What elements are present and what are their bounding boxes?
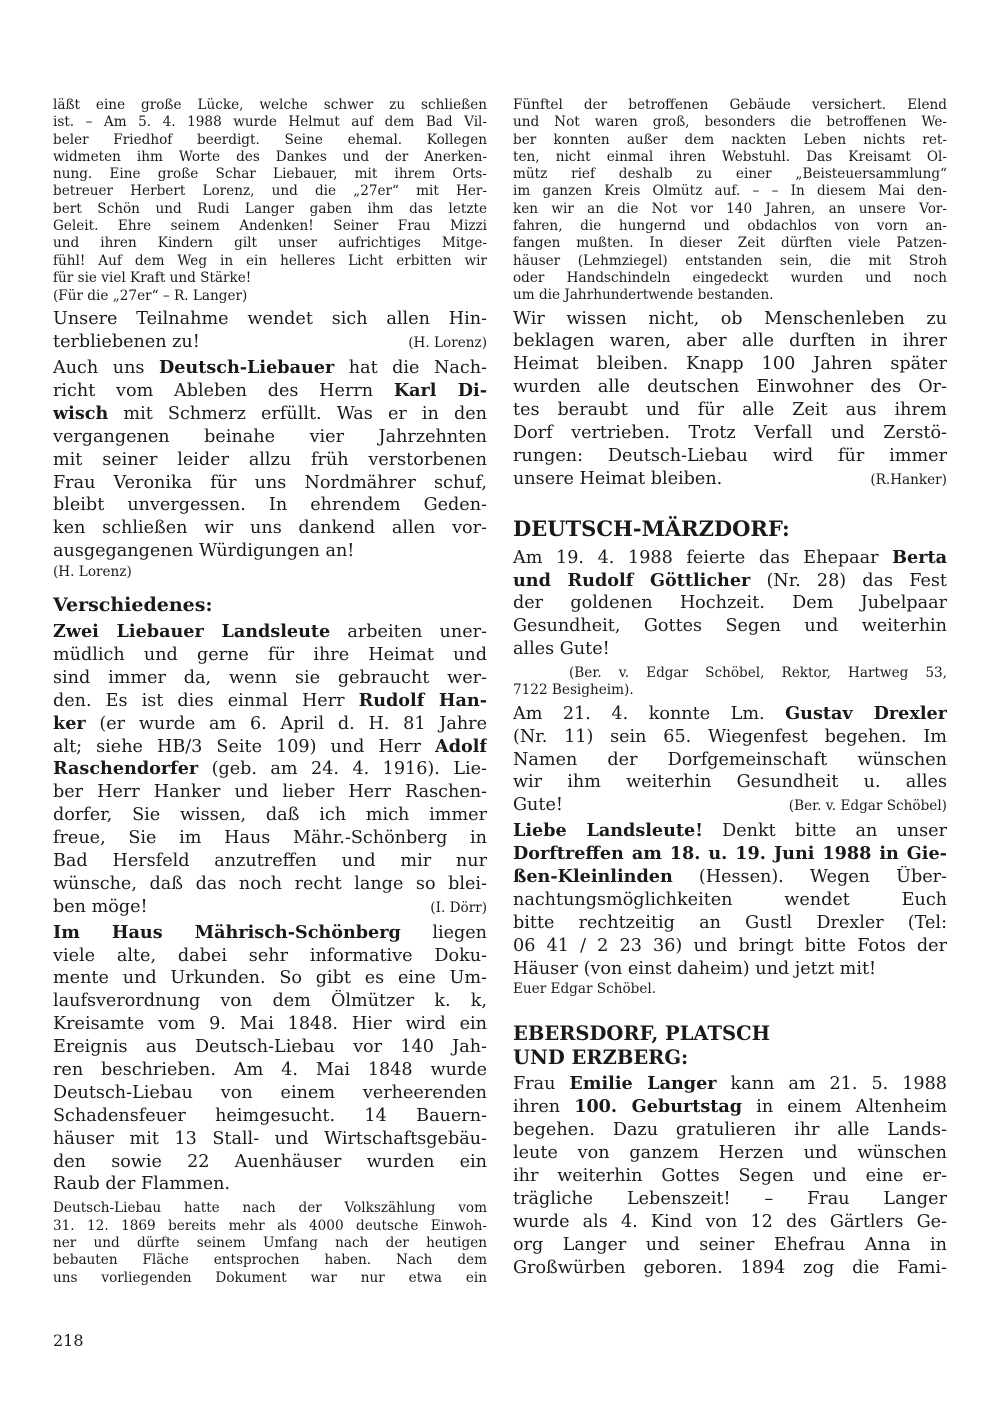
bold-name: Dorftreffen am 18. u. 19. Juni 1988 in Gie- bbox=[513, 843, 947, 865]
text-line bbox=[53, 357, 487, 380]
text-line bbox=[513, 287, 947, 304]
text-segment: ten, nicht einmal ihren Webstuhl. Das Kreisamt Ol- bbox=[513, 148, 947, 165]
text-segment: Großwürben geboren. 1894 zog die Fami- bbox=[513, 1257, 947, 1278]
text-segment: nachtungsmöglichkeiten wendet Euch bbox=[513, 889, 947, 910]
text-line bbox=[53, 287, 487, 305]
section-heading bbox=[53, 593, 487, 617]
paragraph bbox=[53, 1200, 487, 1286]
paragraph bbox=[513, 703, 947, 817]
right-column bbox=[513, 93, 947, 1279]
paragraph bbox=[53, 308, 487, 354]
text-line bbox=[513, 1211, 947, 1234]
text-line bbox=[513, 615, 947, 638]
text-segment: läßt eine große Lücke, welche schwer zu schließen bbox=[53, 97, 487, 113]
text-line bbox=[53, 644, 487, 667]
text-segment: Bad Hersfeld anzutreffen und mir nur bbox=[53, 850, 487, 871]
text-line bbox=[513, 570, 947, 593]
text-segment: mit seiner leider allzu früh verstorbenen bbox=[53, 449, 487, 470]
text-line bbox=[53, 850, 487, 873]
text-line bbox=[513, 513, 947, 544]
text-line bbox=[513, 547, 947, 570]
bold-name: Karl Di- bbox=[393, 379, 487, 401]
text-line bbox=[53, 331, 487, 354]
text-line bbox=[53, 827, 487, 850]
text-segment: kann am 21. 5. 1988 bbox=[716, 1074, 947, 1095]
section-heading bbox=[513, 513, 947, 544]
text-segment: org Langer und seiner Ehefrau Anna in bbox=[513, 1234, 947, 1255]
text-segment: Auch uns bbox=[53, 358, 159, 379]
text-line bbox=[53, 517, 487, 540]
text-segment: laufsverordnung von dem Ölmützer k. k, bbox=[53, 991, 487, 1012]
paragraph bbox=[53, 621, 487, 919]
text-segment: Gute! bbox=[513, 795, 563, 816]
text-segment: ihr weiterhin Gottes Segen und eine er- bbox=[513, 1165, 947, 1186]
paragraph bbox=[53, 357, 487, 563]
text-line bbox=[513, 1096, 947, 1119]
text-line bbox=[513, 820, 947, 843]
bold-name: Liebe Landsleute! bbox=[513, 820, 703, 842]
text-segment: Kreisamte vom 9. Mai 1848. Hier wird ein bbox=[53, 1014, 487, 1035]
text-line bbox=[53, 449, 487, 472]
text-segment: Denkt bitte an unser bbox=[702, 821, 947, 842]
text-line bbox=[53, 945, 487, 968]
text-segment: bleibt unvergessen. In ehrendem Geden- bbox=[53, 495, 487, 516]
text-line bbox=[513, 114, 947, 131]
text-line bbox=[513, 703, 947, 726]
text-segment: Deutsch-Liebau hatte nach der Volkszählung vom bbox=[53, 1200, 487, 1217]
text-line bbox=[513, 682, 947, 699]
text-segment: UND ERZBERG: bbox=[513, 1046, 689, 1070]
text-segment: (Hessen). Wegen Über- bbox=[672, 866, 947, 887]
text-line bbox=[53, 1105, 487, 1128]
text-line bbox=[53, 166, 487, 183]
text-segment: Unsere Teilnahme wendet sich allen Hin- bbox=[53, 309, 487, 330]
text-segment: beklagen waren, aber alle durften in ihrer bbox=[513, 331, 947, 352]
bold-name: Zwei Liebauer Landsleute bbox=[53, 621, 331, 643]
text-line bbox=[53, 218, 487, 235]
text-segment: den. Es ist dies einmal Herr bbox=[53, 690, 359, 711]
text-segment: unsere Heimat bleiben. bbox=[513, 468, 723, 489]
text-segment: betreuer Herbert Lorenz, und die „27er“ mit Her- bbox=[53, 183, 487, 200]
text-segment: (Nr. 11) sein 65. Wiegenfest begehen. Im bbox=[513, 726, 947, 747]
text-line bbox=[513, 235, 947, 252]
text-line bbox=[53, 758, 487, 781]
text-line bbox=[513, 353, 947, 376]
text-line bbox=[53, 380, 487, 403]
paragraph bbox=[513, 308, 947, 491]
text-segment: und Not waren groß, besonders die betroffenen We- bbox=[513, 114, 947, 131]
text-segment: fahren, die hungernd und obdachlos von vorn an- bbox=[513, 218, 947, 235]
text-segment: ist. – Am 5. 4. 1988 wurde Helmut auf dem Bad Vil- bbox=[53, 114, 487, 131]
text-segment: Geleit. Ehre seinem Andenken! Seiner Frau Mizzi bbox=[53, 218, 487, 235]
page-number: 218 bbox=[53, 1331, 84, 1350]
paragraph bbox=[513, 820, 947, 980]
text-line bbox=[513, 1188, 947, 1211]
text-segment: mit Schmerz erfüllt. Was er in den bbox=[108, 403, 487, 424]
text-segment: (Für die „27er“ – R. Langer) bbox=[53, 288, 248, 305]
text-segment: rungen: Deutsch-Liebau wird für immer bbox=[513, 445, 947, 466]
text-line bbox=[513, 308, 947, 331]
text-line bbox=[513, 270, 947, 287]
text-line bbox=[53, 1173, 487, 1196]
text-segment: mütz rief deshalb zu einer „Beisteuersammlung“ bbox=[513, 166, 947, 183]
text-line bbox=[513, 445, 947, 468]
text-segment: und ihren Kindern gilt unser aufrichtiges Mitge- bbox=[53, 235, 487, 252]
text-line bbox=[53, 97, 487, 114]
text-segment: Fünftel der betroffenen Gebäude versichert. Elend bbox=[513, 97, 947, 113]
text-line bbox=[513, 1165, 947, 1188]
text-line bbox=[513, 1073, 947, 1096]
text-segment: Am 21. 4. konnte Lm. bbox=[513, 703, 786, 724]
text-line bbox=[53, 235, 487, 252]
text-line bbox=[53, 990, 487, 1013]
bold-name: Adolf bbox=[435, 735, 487, 757]
text-segment: ken wir an die Not vor 140 Jahren, an unsere Vor- bbox=[513, 200, 947, 217]
text-segment: alt; siehe HB/3 Seite 109) und Herr bbox=[53, 736, 436, 757]
bold-name: ßen-Kleinlinden bbox=[513, 865, 673, 887]
text-segment: wurden alle deutschen Einwohner des Or- bbox=[513, 377, 947, 398]
text-line bbox=[53, 201, 487, 218]
text-line bbox=[53, 713, 487, 736]
text-segment: liegen bbox=[400, 922, 487, 943]
text-line bbox=[513, 638, 947, 661]
text-line bbox=[53, 1013, 487, 1036]
text-segment: (er wurde am 6. April d. H. 81 Jahre bbox=[85, 713, 487, 734]
text-line bbox=[513, 166, 947, 183]
text-segment: beler Friedhof beerdigt. Seine ehemal. Kollegen bbox=[53, 131, 487, 148]
bold-name: Gustav Drexler bbox=[785, 702, 947, 724]
text-line bbox=[53, 1270, 487, 1287]
text-segment: bebauten Fläche entsprochen haben. Nach dem bbox=[53, 1252, 487, 1269]
text-line bbox=[513, 980, 947, 998]
text-line bbox=[513, 794, 947, 817]
paragraph bbox=[53, 97, 487, 287]
text-line bbox=[513, 1257, 947, 1280]
text-line bbox=[53, 1235, 487, 1252]
text-segment: tes beraubt und für alle Zeit aus ihrem bbox=[513, 400, 947, 421]
text-segment: DEUTSCH-MÄRZDORF: bbox=[513, 515, 790, 541]
text-segment: oder Handschindeln eingedeckt wurden und noch bbox=[513, 269, 947, 286]
text-segment: fühl! Auf dem Weg in ein helleres Licht erbitten wir bbox=[53, 252, 487, 269]
bold-name: Rudolf Han- bbox=[358, 689, 487, 711]
line-text bbox=[53, 896, 148, 919]
text-line bbox=[53, 183, 487, 200]
bold-name: wisch bbox=[53, 402, 109, 424]
text-line bbox=[513, 422, 947, 445]
text-line bbox=[53, 1128, 487, 1151]
text-segment: Gesundheit, Gottes Segen und weiterhin bbox=[513, 616, 947, 637]
attribution: (I. Dörr) bbox=[430, 899, 487, 916]
text-line bbox=[53, 690, 487, 713]
text-line bbox=[513, 592, 947, 615]
text-line bbox=[53, 1200, 487, 1217]
left-column bbox=[53, 93, 487, 1287]
text-line bbox=[53, 1082, 487, 1105]
line-text bbox=[513, 468, 722, 491]
text-segment: bert Schön und Rudi Langer gaben ihm das letzte bbox=[53, 200, 487, 217]
text-segment: terbliebenen zu! bbox=[53, 332, 200, 353]
text-segment: wünsche, daß das noch recht lange so blei- bbox=[53, 873, 487, 894]
text-segment: ausgegangenen Würdigungen an! bbox=[53, 541, 355, 562]
text-line bbox=[53, 1036, 487, 1059]
text-line bbox=[513, 253, 947, 270]
text-segment: ren beschrieben. Am 4. Mai 1848 wurde bbox=[53, 1059, 487, 1080]
text-line bbox=[513, 1022, 947, 1046]
text-line bbox=[513, 330, 947, 353]
text-line bbox=[513, 665, 947, 682]
text-segment: alles Gute! bbox=[513, 639, 610, 660]
text-line bbox=[53, 967, 487, 990]
text-segment: Frau bbox=[513, 1074, 570, 1095]
text-line bbox=[53, 922, 487, 945]
paragraph bbox=[513, 97, 947, 305]
text-segment: für sie viel Kraft und Stärke! bbox=[53, 269, 252, 286]
text-segment: Ereignis aus Deutsch-Liebau vor 140 Jah- bbox=[53, 1037, 487, 1058]
text-segment: dorfer, Sie wissen, daß ich mich immer bbox=[53, 805, 487, 826]
text-line bbox=[513, 889, 947, 912]
text-line bbox=[53, 736, 487, 759]
text-line bbox=[53, 1059, 487, 1082]
text-segment: Verschiedenes: bbox=[53, 594, 213, 617]
text-segment: viele alte, dabei sehr informative Doku- bbox=[53, 945, 487, 966]
attribution bbox=[53, 563, 487, 581]
text-line bbox=[53, 1252, 487, 1269]
text-segment: in einem Altenheim bbox=[742, 1097, 947, 1118]
text-line bbox=[513, 97, 947, 114]
text-segment: nung. Eine große Schar Liebauer, mit ihrem Orts- bbox=[53, 166, 487, 183]
bold-name: 100. Geburtstag bbox=[574, 1096, 743, 1118]
text-segment: ken schließen wir uns dankend allen vor- bbox=[53, 518, 487, 539]
text-line bbox=[53, 540, 487, 563]
text-line bbox=[513, 726, 947, 749]
text-line bbox=[53, 494, 487, 517]
text-segment: den sowie 22 Auenhäuser wurden ein bbox=[53, 1151, 487, 1172]
text-line bbox=[513, 218, 947, 235]
text-segment: im ganzen Kreis Olmütz auf. – – In diesem Mai den- bbox=[513, 183, 947, 200]
text-segment: vergangenen beinahe vier Jahrzehnten bbox=[53, 426, 487, 447]
paragraph bbox=[513, 1073, 947, 1279]
text-segment: Schadensfeuer heimgesucht. 14 Bauern- bbox=[53, 1105, 487, 1126]
text-segment: Wir wissen nicht, ob Menschenleben zu bbox=[513, 308, 947, 329]
text-segment: hat die Nach- bbox=[334, 358, 487, 379]
text-line bbox=[53, 1218, 487, 1235]
text-line bbox=[53, 149, 487, 166]
bold-name: ker bbox=[53, 712, 86, 734]
line-text bbox=[513, 794, 563, 817]
bold-name: Berta bbox=[892, 546, 947, 568]
text-segment: ben möge! bbox=[53, 896, 148, 917]
text-segment: ihren bbox=[513, 1097, 575, 1118]
text-line bbox=[53, 781, 487, 804]
section-heading bbox=[513, 1022, 947, 1070]
attribution bbox=[53, 287, 487, 305]
text-line bbox=[53, 873, 487, 896]
text-line bbox=[53, 308, 487, 331]
text-line bbox=[53, 472, 487, 495]
text-segment: richt vom Ableben des Herrn bbox=[53, 380, 394, 401]
text-line bbox=[53, 403, 487, 426]
text-segment: häuser mit 13 Stall- und Wirtschaftsgebäu- bbox=[53, 1128, 487, 1149]
attribution: (R.Hanker) bbox=[870, 471, 947, 488]
text-segment: Deutsch-Liebau von einem verheerenden bbox=[53, 1082, 487, 1103]
text-line bbox=[513, 1046, 947, 1070]
text-line bbox=[53, 804, 487, 827]
text-line bbox=[513, 749, 947, 772]
text-segment: Euer Edgar Schöbel. bbox=[513, 981, 657, 998]
text-segment: müdlich und gerne für ihre Heimat und bbox=[53, 644, 487, 665]
bold-name: Raschendorfer bbox=[53, 758, 199, 780]
text-segment: (Ber. v. Edgar Schöbel, Rektor, Hartweg 53, bbox=[569, 665, 947, 682]
text-segment: EBERSDORF, PLATSCH bbox=[513, 1022, 771, 1046]
text-segment: Heimat bleiben. Knapp 100 Jahren später bbox=[513, 354, 947, 375]
text-segment: 06 41 / 2 23 36) und bringt bitte Fotos der bbox=[513, 935, 947, 956]
text-segment: der goldenen Hochzeit. Dem Jubelpaar bbox=[513, 593, 947, 614]
text-segment: ner und dürfte seinem Umfang nach der heutigen bbox=[53, 1234, 487, 1251]
text-segment: 7122 Besigheim). bbox=[513, 682, 634, 699]
paragraph bbox=[53, 922, 487, 1197]
text-segment: um die Jahrhundertwende bestanden. bbox=[513, 287, 774, 304]
attribution: (H. Lorenz) bbox=[408, 335, 487, 352]
text-segment: (geb. am 24. 4. 1916). Lie- bbox=[198, 759, 487, 780]
text-line bbox=[513, 399, 947, 422]
text-segment: widmeten ihm Worte des Dankes und der Anerken- bbox=[53, 148, 487, 165]
attribution bbox=[513, 980, 947, 998]
text-line bbox=[513, 183, 947, 200]
bold-name: Deutsch-Liebauer bbox=[158, 357, 335, 379]
text-line bbox=[53, 114, 487, 131]
paragraph bbox=[513, 665, 947, 700]
text-segment: Häuser (von einst daheim) und jetzt mit! bbox=[513, 958, 877, 979]
text-segment: Am 19. 4. 1988 feierte das Ehepaar bbox=[513, 547, 893, 568]
text-line bbox=[53, 253, 487, 270]
text-line bbox=[513, 1119, 947, 1142]
text-line bbox=[513, 843, 947, 866]
attribution: (Ber. v. Edgar Schöbel) bbox=[788, 798, 947, 815]
text-segment: häuser (Lehmziegel) entstanden sein, die mit Stroh bbox=[513, 252, 947, 269]
text-segment: ber Herr Hanker und lieber Herr Raschen- bbox=[53, 782, 487, 803]
text-segment: begehen. Dazu gratulieren ihr alle Lands- bbox=[513, 1120, 947, 1141]
text-segment: freue, Sie im Haus Mähr.-Schönberg in bbox=[53, 828, 487, 849]
text-segment: arbeiten uner- bbox=[330, 622, 487, 643]
text-segment: Raub der Flammen. bbox=[53, 1174, 231, 1195]
text-line bbox=[53, 896, 487, 919]
text-line bbox=[53, 621, 487, 644]
text-line bbox=[53, 1151, 487, 1174]
text-segment: trägliche Lebenszeit! – Frau Langer bbox=[513, 1188, 947, 1209]
text-line bbox=[513, 866, 947, 889]
text-segment: 31. 12. 1869 bereits mehr als 4000 deutsche Einwoh- bbox=[53, 1217, 487, 1234]
text-line bbox=[53, 270, 487, 287]
text-line bbox=[513, 1234, 947, 1257]
text-segment: sind immer da, wenn sie gebraucht wer- bbox=[53, 667, 487, 688]
text-line bbox=[53, 426, 487, 449]
text-segment: Dorf vertrieben. Trotz Verfall und Zerstö- bbox=[513, 423, 947, 444]
text-line bbox=[53, 667, 487, 690]
paragraph bbox=[513, 547, 947, 661]
text-line bbox=[513, 771, 947, 794]
text-segment: mente und Urkunden. So gibt es eine Um- bbox=[53, 968, 487, 989]
text-segment: wir ihm weiterhin Gesundheit u. alles bbox=[513, 772, 947, 793]
text-line bbox=[53, 593, 487, 617]
text-segment: leute von ganzem Herzen und wünschen bbox=[513, 1143, 947, 1164]
bold-name: und Rudolf Göttlicher bbox=[513, 569, 751, 591]
text-line bbox=[513, 201, 947, 218]
text-line bbox=[53, 563, 487, 581]
text-segment: Namen der Dorfgemeinschaft wünschen bbox=[513, 749, 947, 770]
text-line bbox=[53, 132, 487, 149]
text-line bbox=[513, 958, 947, 981]
text-line bbox=[513, 935, 947, 958]
bold-name: Emilie Langer bbox=[569, 1073, 717, 1095]
text-segment: wurde als 4. Kind von 12 des Gärtlers Ge- bbox=[513, 1211, 947, 1232]
text-line bbox=[513, 132, 947, 149]
text-line bbox=[513, 149, 947, 166]
text-segment: (Nr. 28) das Fest bbox=[750, 570, 947, 591]
text-segment: Frau Veronika für uns Nordmährer schuf, bbox=[53, 472, 487, 493]
text-line bbox=[513, 376, 947, 399]
text-line bbox=[513, 468, 947, 491]
text-segment: bitte rechtzeitig an Gustl Drexler (Tel: bbox=[513, 912, 947, 933]
text-segment: ber konnten außer dem nackten Leben nichts ret- bbox=[513, 131, 947, 148]
bold-name: Im Haus Mährisch-Schönberg bbox=[53, 921, 401, 943]
text-line bbox=[513, 1142, 947, 1165]
text-segment: (H. Lorenz) bbox=[53, 564, 132, 581]
text-line bbox=[513, 912, 947, 935]
text-segment: uns vorliegenden Dokument war nur etwa ein bbox=[53, 1269, 487, 1286]
text-segment: fangen mußten. In dieser Zeit dürften viele Patzen- bbox=[513, 235, 947, 252]
line-text bbox=[53, 331, 200, 354]
